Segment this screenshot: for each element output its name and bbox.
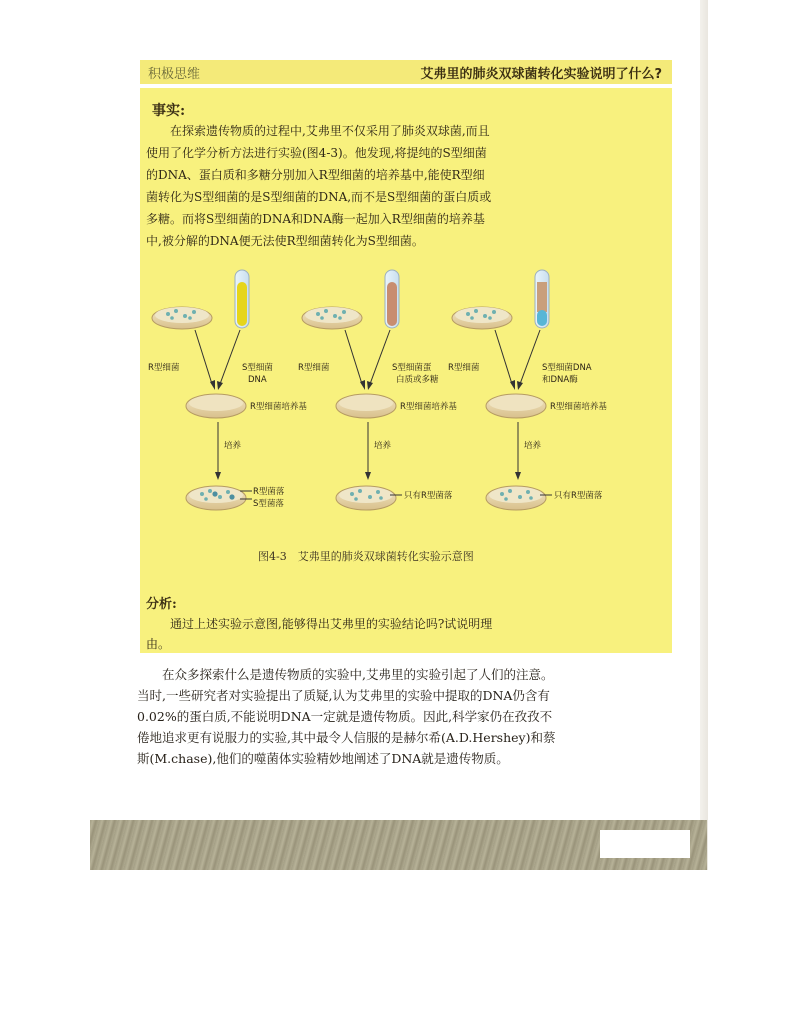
label-s-dna-2: DNA	[248, 375, 267, 385]
medium-dish-icon	[486, 394, 546, 418]
thinking-box	[140, 88, 672, 653]
test-tube-icon	[235, 270, 249, 328]
column-dna	[148, 270, 307, 510]
result-dish-icon	[186, 486, 246, 510]
label-medium: R型细菌培养基	[550, 402, 607, 412]
page-edge	[700, 0, 708, 870]
fact-paragraph: 在探索遗传物质的过程中,艾弗里不仅采用了肺炎双球菌,而且使用了化学分析方法进行实验(图4-3)。他发现,将提纯的S型细菌的DNA、蛋白质和多糖分别加入R型细菌的培养基中,能使R型细菌转化为S型细菌的是S型细菌的DNA,而不是S型细菌的蛋白质或多糖。而将S型细菌的DNA和DNA酶一起加入R型细菌的培养基中,被分解的DNA便无法使R型细菌转化为S型细菌。	[146, 124, 492, 248]
label-s-dnase-1: S型细菌DNA	[542, 363, 592, 373]
label-r-bacteria: R型细菌	[148, 363, 180, 373]
label-only-r: 只有R型菌落	[554, 491, 603, 501]
label-only-r: 只有R型菌落	[404, 491, 453, 501]
label-culture: 培养	[374, 441, 392, 451]
medium-dish-icon	[336, 394, 396, 418]
label-s-dna-1: S型细菌	[242, 363, 273, 373]
source-dish-icon	[452, 307, 512, 329]
result-dish-icon	[486, 486, 546, 510]
medium-dish-icon	[186, 394, 246, 418]
test-tube-icon	[535, 270, 549, 328]
column-dnase	[448, 270, 607, 510]
label-medium: R型细菌培养基	[400, 402, 457, 412]
page-number-box	[600, 830, 690, 858]
label-medium: R型细菌培养基	[250, 402, 307, 412]
label-s-dnase-2: 和DNA酶	[542, 375, 578, 385]
label-r-bacteria: R型细菌	[448, 363, 480, 373]
source-dish-icon	[152, 307, 212, 329]
analysis-paragraph: 通过上述实验示意图,能够得出艾弗里的实验结论吗?试说明理由。	[146, 617, 493, 651]
analysis-title: 分析:	[146, 597, 177, 612]
label-r-bacteria: R型细菌	[298, 363, 330, 373]
label-s-colony: S型菌落	[253, 499, 284, 509]
main-paragraph: 在众多探索什么是遗传物质的实验中,艾弗里的实验引起了人们的注意。当时,一些研究者对实验提出了质疑,认为艾弗里的实验中提取的DNA仍含有0.02%的蛋白质,不能说明DNA一定就是遗传物质。因此,科学家仍在孜孜不倦地追求更有说服力的实验,其中最令人信服的是赫尔希(A.D.Hershey)和蔡斯(M.chase),他们的噬菌体实验精妙地阐述了DNA就是遗传物质。	[137, 667, 556, 766]
experiment-figure	[140, 266, 672, 536]
label-culture: 培养	[524, 441, 542, 451]
label-r-colony: R型菌落	[253, 487, 285, 497]
test-tube-icon	[385, 270, 399, 328]
source-dish-icon	[302, 307, 362, 329]
column-protein	[298, 270, 457, 510]
fact-title: 事实:	[152, 103, 186, 119]
label-culture: 培养	[224, 441, 242, 451]
section-question: 艾弗里的肺炎双球菌转化实验说明了什么?	[420, 67, 662, 82]
section-label: 积极思维	[148, 67, 201, 82]
result-dish-icon	[336, 486, 396, 510]
label-s-protein-2: 白质或多糖	[396, 375, 439, 385]
label-s-protein-1: S型细菌蛋	[392, 363, 432, 373]
figure-caption: 图4-3 艾弗里的肺炎双球菌转化实验示意图	[258, 550, 474, 563]
header-bar	[140, 60, 672, 84]
